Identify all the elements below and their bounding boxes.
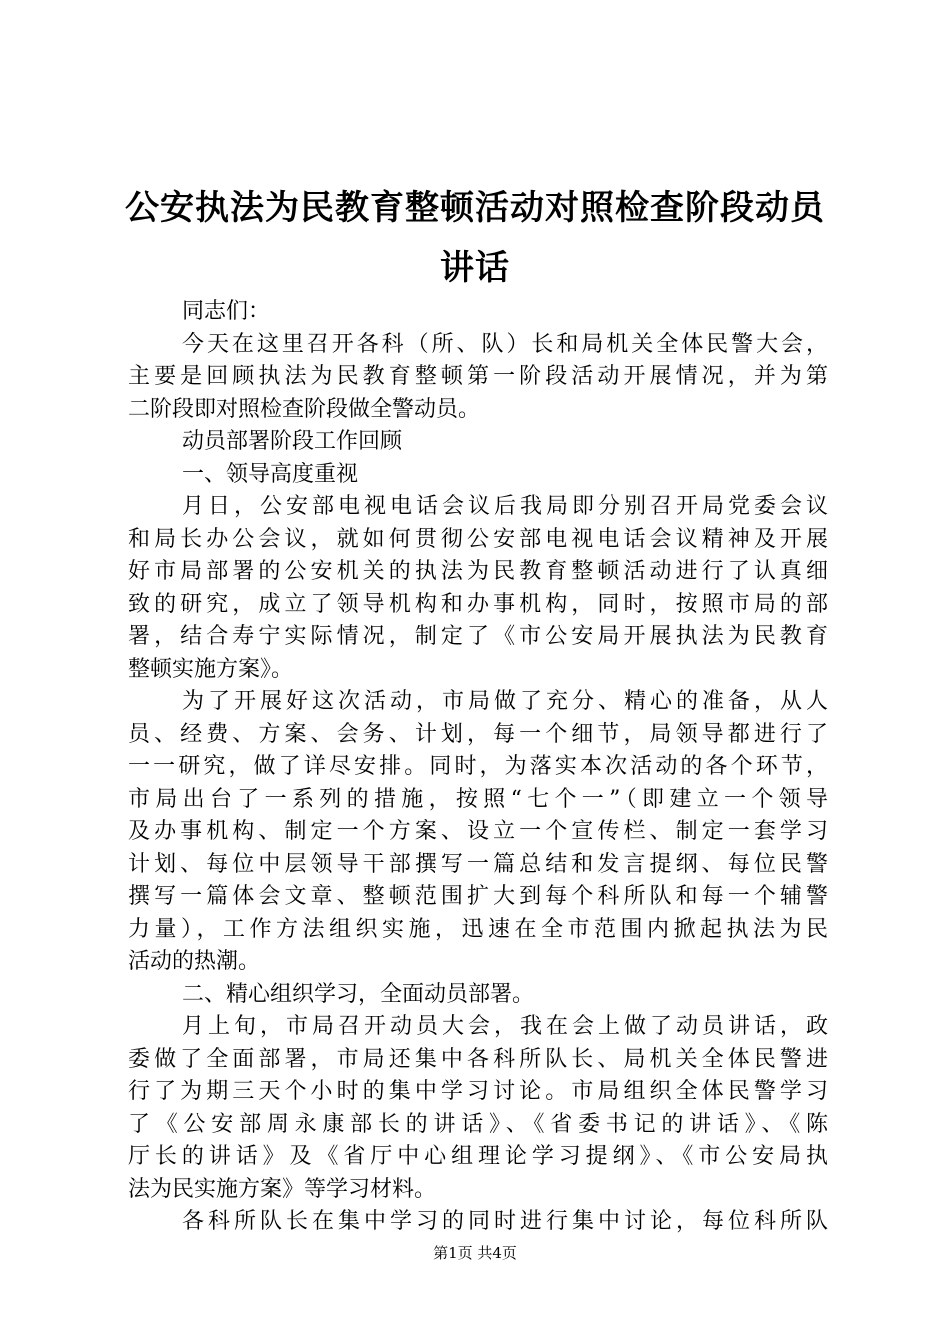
body-line: 今天在这里召开各科（所、队）长和局机关全体民警大会，	[182, 331, 828, 357]
body-line: 撰写一篇体会文章、整顿范围扩大到每个科所队和每一个辅警	[128, 884, 828, 909]
page-footer: 第1页 共4页	[433, 1244, 517, 1262]
body-line: 月上旬，市局召开动员大会，我在会上做了动员讲话，政	[182, 1014, 828, 1039]
body-line: 为了开展好这次活动，市局做了充分、精心的准备，从人	[182, 689, 828, 714]
body-line: 计划、每位中层领导干部撰写一篇总结和发言提纲、每位民警	[128, 851, 828, 877]
document-body	[128, 296, 828, 1239]
body-line: 致的研究，成立了领导机构和办事机构，同时，按照市局的部	[128, 591, 828, 617]
body-line: 整顿实施方案》。	[128, 656, 294, 682]
body-line: 好市局部署的公安机关的执法为民教育整顿活动进行了认真细	[128, 559, 828, 584]
body-line: 署，结合寿宁实际情况，制定了《市公安局开展执法为民教育	[128, 624, 828, 649]
body-line: 员、经费、方案、会务、计划，每一个细节，局领导都进行了	[128, 721, 828, 747]
body-line: 活动的热潮。	[128, 949, 261, 974]
body-line: 力量），工作方法组织实施，迅速在全市范围内掀起执法为民	[128, 916, 828, 942]
body-line: 厅长的讲话》及《省厅中心组理论学习提纲》、《市公安局执	[128, 1144, 828, 1169]
body-line: 一一研究，做了详尽安排。同时，为落实本次活动的各个环节，	[128, 754, 828, 779]
body-line: 动员部署阶段工作回顾	[182, 429, 403, 454]
body-line: 和局长办公会议，就如何贯彻公安部电视电话会议精神及开展	[128, 526, 828, 552]
body-line: 各科所队长在集中学习的同时进行集中讨论，每位科所队	[182, 1209, 828, 1234]
body-line: 了《公安部周永康部长的讲话》、《省委书记的讲话》、《陈	[128, 1111, 828, 1137]
document-title-line2: 讲话	[440, 248, 510, 288]
body-line: 二、精心组织学习，全面动员部署。	[182, 981, 535, 1007]
body-line: 法为民实施方案》等学习材料。	[128, 1176, 437, 1202]
body-line: 及办事机构、制定一个方案、设立一个宣传栏、制定一套学习	[128, 819, 828, 844]
body-line: 同志们：	[182, 299, 271, 324]
body-line: 二阶段即对照检查阶段做全警动员。	[128, 396, 481, 422]
body-line: 委做了全面部署，市局还集中各科所队长、局机关全体民警进	[128, 1046, 828, 1072]
document-title-line1: 公安执法为民教育整顿活动对照检查阶段动员	[125, 188, 825, 228]
body-line: 一、领导高度重视	[182, 461, 359, 487]
body-line: 月日，公安部电视电话会议后我局即分别召开局党委会议	[182, 494, 828, 519]
body-line: 主要是回顾执法为民教育整顿第一阶段活动开展情况，并为第	[128, 364, 828, 389]
body-line: 行了为期三天个小时的集中学习讨论。市局组织全体民警学习	[128, 1079, 828, 1104]
body-line: 市局出台了一系列的措施，按照“七个一”（即建立一个领导	[128, 786, 828, 812]
